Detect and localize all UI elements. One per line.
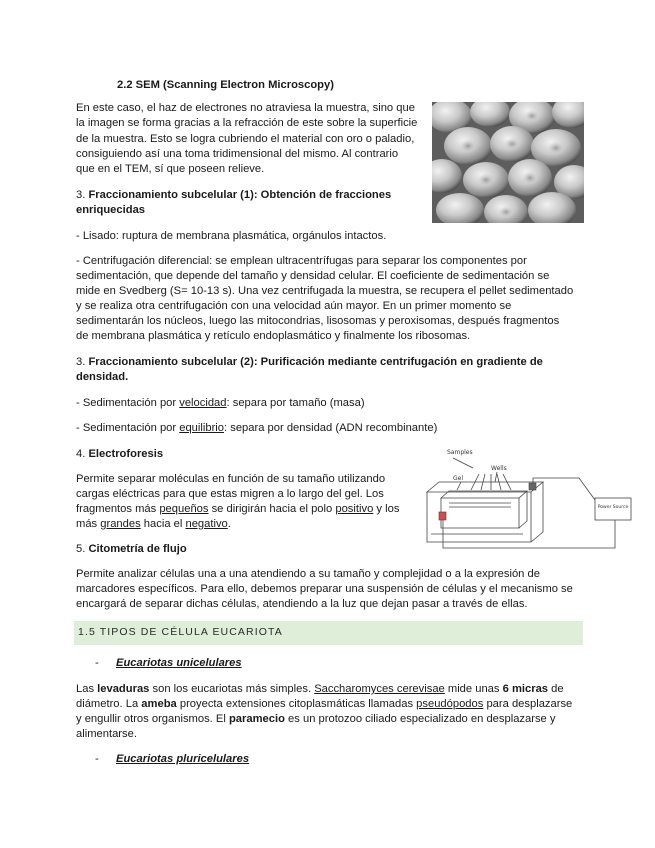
- unicelulares-line: alimentarse.: [76, 728, 137, 740]
- unicelulares-line: diámetro. La ameba proyecta extensiones citoplasmáticas llamadas pseudópodos para desplazarse: [76, 698, 573, 710]
- citometria-line: marcadores específicos. Para ello, debemos preparar una suspensión de células y el mecanismo se: [76, 583, 573, 595]
- diagram-label-wells: Wells: [491, 465, 507, 472]
- centrifugacion-line: y se realiza otra centrifugación con una velocidad aún mayor. En un primer momento se: [76, 300, 512, 312]
- diagram-label-samples: Samples: [447, 449, 473, 456]
- pluricelulares-subheading: Eucariotas pluricelulares: [116, 753, 250, 765]
- frac2-heading-cont: densidad.: [76, 371, 129, 383]
- frac1-heading: 3. Fraccionamiento subcelular (1): Obtención de fracciones: [76, 189, 392, 201]
- electroforesis-line: Permite separar moléculas en función de su tamaño utilizando: [76, 473, 386, 485]
- unicelulares-line: y engullir otros organismos. El paramecio es un protozoo ciliado especializado en desplazarse y: [76, 713, 556, 725]
- electroforesis-heading: 4. Electroforesis: [76, 448, 164, 460]
- sem-paragraph-line: la imagen se forma gracias a la refracción de este sobre la superficie: [76, 117, 418, 129]
- electrophoresis-diagram: [419, 444, 635, 556]
- sem-paragraph-line: consiguiendo así una toma tridimensional del mismo. Al contrario: [76, 148, 399, 160]
- citometria-heading: 5. Citometría de flujo: [76, 543, 187, 555]
- sem-paragraph-line: de la muestra. Esto se logra cubriendo el material con oro o paladio,: [76, 133, 415, 145]
- sedimentacion-velocidad: - Sedimentación por velocidad: separa por tamaño (masa): [76, 397, 365, 409]
- diagram-label-power-source: Power Source: [597, 505, 629, 510]
- positive-terminal-icon: [439, 512, 446, 520]
- sem-heading: 2.2 SEM (Scanning Electron Microscopy): [117, 79, 334, 91]
- unicelulares-line: Las levaduras son los eucariotas más simples. Saccharomyces cerevisae mide unas 6 micras de: [76, 683, 564, 695]
- centrifugacion-line: - Centrifugación diferencial: se emplean ultracentrífugas para separar los componentes por: [76, 255, 527, 267]
- centrifugacion-line: mide en Svedberg (S= 10-13 s). Una vez centrifugada la muestra, se recupera el pellet sedimentado: [76, 285, 574, 297]
- electroforesis-line: más grandes hacia el negativo.: [76, 518, 231, 530]
- frac2-heading: 3. Fraccionamiento subcelular (2): Purificación mediante centrifugación en gradiente de: [76, 356, 543, 368]
- sedimentacion-equilibrio: - Sedimentación por equilibrio: separa por densidad (ADN recombinante): [76, 422, 438, 434]
- sem-paragraph-line: que en el TEM, sí que poseen relieve.: [76, 163, 265, 175]
- negative-terminal-icon: [529, 483, 536, 490]
- sem-micrograph-image: [432, 102, 584, 223]
- unicelulares-subheading: Eucariotas unicelulares: [116, 657, 242, 669]
- diagram-label-gel: Gel: [453, 475, 464, 482]
- lisado-text: - Lisado: ruptura de membrana plasmática, orgánulos intactos.: [76, 230, 387, 242]
- electroforesis-line: fragmentos más pequeños se dirigirán hacia el polo positivo y los: [76, 503, 400, 515]
- citometria-line: encargará de separar dichas células, atendiendo a la luz que dejan pasar a través de ellas.: [76, 598, 528, 610]
- centrifugacion-line: sedimentarán los núcleos, luego las mitocondrias, lisosomas y peroxisomas, después fragmentos: [76, 315, 560, 327]
- bullet-dash: -: [95, 753, 99, 765]
- bullet-dash: -: [95, 657, 99, 669]
- citometria-line: Permite analizar células una a una atendiendo a su tamaño y complejidad o a la expresión de: [76, 568, 540, 580]
- centrifugacion-line: de membrana plasmática y retículo endoplasmático y finalmente los ribosomas.: [76, 330, 471, 342]
- frac1-heading-cont: enriquecidas: [76, 204, 146, 216]
- sem-paragraph-line: En este caso, el haz de electrones no atraviesa la muestra, sino que: [76, 102, 415, 114]
- electroforesis-line: cargas eléctricas para que estas migren a lo largo del gel. Los: [76, 488, 384, 500]
- centrifugacion-line: sedimentación, que depende del tamaño y densidad celular. El coeficiente de sedimentación se: [76, 270, 550, 282]
- section-banner: [74, 621, 583, 645]
- section-banner-title: 1.5 TIPOS DE CÉLULA EUCARIOTA: [78, 626, 283, 638]
